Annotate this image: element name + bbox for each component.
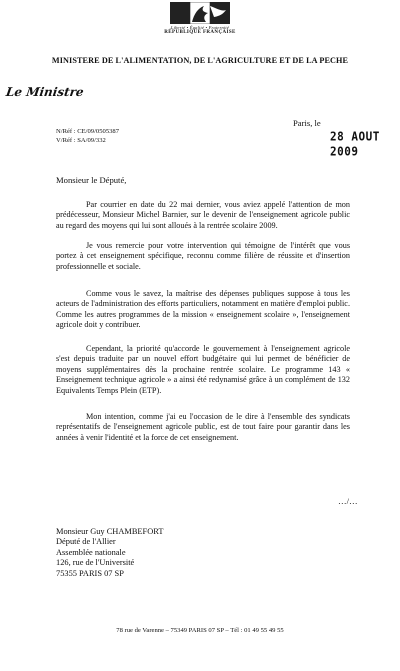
letter-paragraph: Je vous remercie pour votre intervention qui témoigne de l'intérêt que vous portez à cet enseignement spécifique, reconnu comme filière de réussite et d'insertion professionnelle et sociale. xyxy=(56,241,350,271)
marianne-logo-icon xyxy=(170,2,230,24)
addressee-line: 75355 PARIS 07 SP xyxy=(56,568,124,578)
addressee-line: Député de l'Allier xyxy=(56,537,116,547)
letterhead-logo xyxy=(160,2,240,35)
your-reference: V/Réf : SA/09/332 xyxy=(56,137,106,144)
our-reference: N/Réf : CE/09/0505387 xyxy=(56,128,120,135)
date-stamp: 28 AOUT 2009 xyxy=(330,129,380,159)
letter-paragraph: Cependant, la priorité qu'accorde le gouvernement à l'enseignement agricole s'est depuis traduite par un nouvel effort budgétaire qui lui permet de bénéficier de moyens supplémentaires dès la prochaine rentrée scolaire. Le programme 143 « Enseignement technique agricole » a ainsi été redynamisé grâce à un complément de 132 Equivalents Temps Plein (ETP). xyxy=(56,344,350,395)
continuation-mark: …/… xyxy=(338,496,358,506)
republic-name: RÉPUBLIQUE FRANÇAISE xyxy=(164,30,236,35)
signature-title: Le Ministre xyxy=(5,85,85,99)
place-label: Paris, le xyxy=(293,118,321,128)
footer-address: 78 rue de Varenne – 75349 PARIS 07 SP – Tél : 01 49 55 49 55 xyxy=(116,627,284,634)
salutation: Monsieur le Député, xyxy=(56,175,127,185)
republic-motto: Liberté • Égalité • Fraternité xyxy=(170,25,230,30)
addressee-line: 126, rue de l'Université xyxy=(56,558,135,568)
ministry-name: MINISTERE DE L'ALIMENTATION, DE L'AGRICULTURE ET DE LA PECHE xyxy=(51,56,349,65)
letter-paragraph: Comme vous le savez, la maîtrise des dépenses publiques suppose à tous les acteurs de l'administration des efforts particuliers, notamment en matière d'emploi public. Comme les autres programmes de la mission « enseignement scolaire », l'enseignement agricole doit y contribuer. xyxy=(56,289,350,330)
addressee-line: Monsieur Guy CHAMBEFORT xyxy=(56,527,164,536)
letter-paragraph: Par courrier en date du 22 mai dernier, vous aviez appelé l'attention de mon prédécesseur, Monsieur Michel Barnier, sur le devenir de l'enseignement agricole public au regard des moyens qui lui sont alloués à la rentrée scolaire 2009. xyxy=(56,200,350,230)
addressee-line: Assemblée nationale xyxy=(56,547,126,557)
addressee-block xyxy=(56,527,163,579)
letter-paragraph: Mon intention, comme j'ai eu l'occasion de le dire à l'ensemble des syndicats représentatifs de l'enseignement agricole public, est de tout faire pour garantir dans les années à venir l'identité et la force de cet enseignement. xyxy=(56,412,350,442)
reference-block xyxy=(56,127,119,145)
